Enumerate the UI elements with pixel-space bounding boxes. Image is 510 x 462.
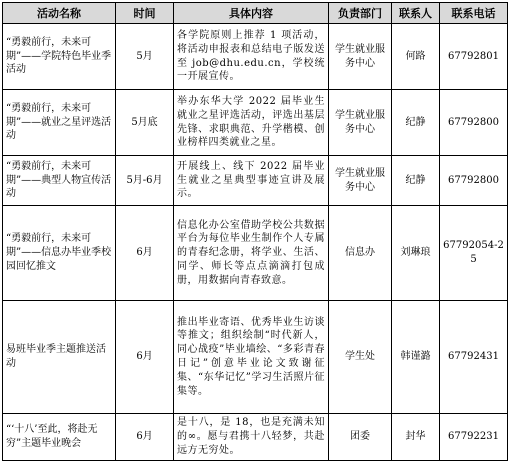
activity-name-cell: “勇毅前行，未来可期”——信息办毕业季校园回忆推文 [3, 206, 116, 301]
activity-name-cell: “勇毅前行，未来可期”——学院特色毕业季活动 [3, 24, 116, 90]
table-row [3, 24, 508, 90]
activity-name-cell: “‘十八’至此，将赴无穷”主题毕业晚会 [3, 414, 116, 461]
time-cell: 6月 [116, 414, 174, 461]
table-row [3, 156, 508, 206]
details-cell: 是十八，是 18，也是充满未知的∞。愿与君携十八轻梦，共赴远方无穷处。 [174, 414, 329, 461]
department-cell: 学生就业服务中心 [329, 24, 392, 90]
department-cell: 团委 [329, 414, 392, 461]
department-cell: 学生就业服务中心 [329, 156, 392, 206]
header-contact: 联系人 [392, 3, 440, 24]
contact-cell: 纪静 [392, 90, 440, 156]
time-cell: 6月 [116, 301, 174, 414]
header-activity-name: 活动名称 [3, 3, 116, 24]
table-row [3, 301, 508, 414]
phone-cell: 67792800 [440, 156, 508, 206]
details-cell: 推出毕业寄语、优秀毕业生访谈等推文；组织绘制“时代新人，同心战疫”毕业墙绘、“多彩青春日记”创意毕业论文致谢征集、“东华记忆”学习生活照片征集等。 [174, 301, 329, 414]
department-cell: 学生就业服务中心 [329, 90, 392, 156]
table-row [3, 414, 508, 461]
header-time: 时间 [116, 3, 174, 24]
details-cell: 开展线上、线下 2022 届毕业生就业之星典型事迹宣讲及展示。 [174, 156, 329, 206]
header-details: 具体内容 [174, 3, 329, 24]
contact-cell: 何路 [392, 24, 440, 90]
activity-name-cell: “勇毅前行，未来可期”——典型人物宣传活动 [3, 156, 116, 206]
table-header-row [3, 3, 508, 24]
activity-name-cell: 易班毕业季主题推送活动 [3, 301, 116, 414]
phone-cell: 67792231 [440, 414, 508, 461]
time-cell: 5月 [116, 24, 174, 90]
header-phone: 联系电话 [440, 3, 508, 24]
contact-cell: 刘琳琅 [392, 206, 440, 301]
table-row [3, 90, 508, 156]
activity-name-cell: “勇毅前行，未来可期”——就业之星评选活动 [3, 90, 116, 156]
contact-cell: 封华 [392, 414, 440, 461]
contact-cell: 纪静 [392, 156, 440, 206]
time-cell: 6月 [116, 206, 174, 301]
phone-cell: 67792431 [440, 301, 508, 414]
time-cell: 5月-6月 [116, 156, 174, 206]
activity-schedule-table [2, 2, 508, 461]
table-row [3, 206, 508, 301]
department-cell: 信息办 [329, 206, 392, 301]
details-cell: 信息化办公室借助学校公共数据平台为每位毕业生制作个人专属的青春纪念册，将学业、生活、同学、师长等点点滴滴打包成册，用数据向青春致意。 [174, 206, 329, 301]
phone-cell: 67792054-25 [440, 206, 508, 301]
time-cell: 5月底 [116, 90, 174, 156]
phone-cell: 67792801 [440, 24, 508, 90]
phone-cell: 67792800 [440, 90, 508, 156]
details-cell: 举办东华大学 2022 届毕业生就业之星评选活动，评选出基层先锋、求职典范、升学楷模、创业榜样四类就业之星。 [174, 90, 329, 156]
header-department: 负责部门 [329, 3, 392, 24]
department-cell: 学生处 [329, 301, 392, 414]
details-cell: 各学院原则上推荐 1 项活动，将活动申报表和总结电子版发送至 job@dhu.edu.cn，学校统一开展宣传。 [174, 24, 329, 90]
contact-cell: 韩谨潞 [392, 301, 440, 414]
